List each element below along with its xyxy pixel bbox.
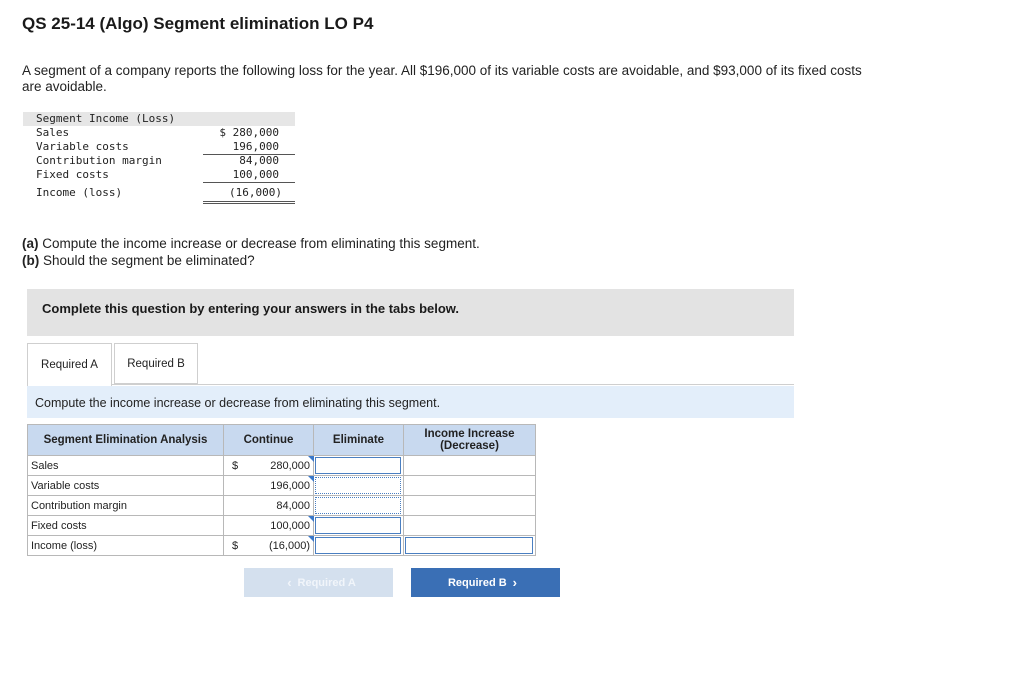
question-a-text: Compute the income increase or decrease from eliminating this segment.	[38, 236, 480, 251]
header-income-change: Income Increase (Decrease)	[404, 425, 536, 456]
continue-value: (16,000)	[247, 536, 314, 556]
row-label: Variable costs	[28, 476, 224, 496]
header-eliminate: Eliminate	[314, 425, 404, 456]
divider	[203, 182, 295, 183]
dollar-sign	[224, 496, 247, 516]
statement-row	[23, 186, 295, 200]
dollar-sign	[224, 516, 247, 536]
statement-value: $ 280,000	[219, 126, 279, 139]
eliminate-fixed-costs-input[interactable]	[315, 517, 401, 534]
income-change-input[interactable]	[405, 537, 533, 554]
table-row	[28, 516, 536, 536]
row-label: Sales	[28, 456, 224, 476]
tab-required-a[interactable]	[27, 343, 112, 386]
table-row	[28, 476, 536, 496]
eliminate-cell	[314, 536, 404, 556]
chevron-left-icon: ‹	[287, 575, 292, 590]
continue-value: 100,000	[247, 516, 314, 536]
statement-row	[23, 154, 295, 168]
continue-value: 280,000	[247, 456, 314, 476]
instruction-text: Compute the income increase or decrease from eliminating this segment.	[35, 396, 441, 410]
statement-label: Income (loss)	[36, 186, 123, 199]
eliminate-sales-input[interactable]	[315, 457, 401, 474]
eliminate-income-input[interactable]	[315, 537, 401, 554]
row-label: Income (loss)	[28, 536, 224, 556]
statement-label: Contribution margin	[36, 154, 162, 167]
dollar-sign: $	[224, 456, 247, 476]
eliminate-contribution-margin-input[interactable]	[315, 497, 401, 514]
empty-cell	[404, 516, 536, 536]
question-a	[22, 235, 480, 252]
statement-label: Fixed costs	[36, 168, 109, 181]
statement-value: 196,000	[232, 140, 279, 153]
divider	[203, 201, 295, 202]
tab-label: Required A	[41, 359, 98, 371]
header-analysis: Segment Elimination Analysis	[28, 425, 224, 456]
table-row	[28, 496, 536, 516]
continue-value: 196,000	[247, 476, 314, 496]
segment-statement	[23, 112, 295, 200]
question-b	[22, 252, 480, 269]
problem-intro: A segment of a company reports the following loss for the year. All $196,000 of its variable costs are avoidable, and $93,000 of its fixed costs are avoidable.	[22, 63, 862, 94]
banner-text: Complete this question by entering your answers in the tabs below.	[42, 301, 460, 316]
eliminate-variable-costs-input[interactable]	[315, 477, 401, 494]
dollar-sign	[224, 476, 247, 496]
divider	[203, 203, 295, 204]
instructions-banner	[27, 289, 794, 336]
eliminate-cell	[314, 496, 404, 516]
tab-divider	[111, 384, 794, 385]
statement-value: 84,000	[239, 154, 279, 167]
income-change-cell	[404, 536, 536, 556]
statement-row	[23, 126, 295, 140]
header-continue: Continue	[224, 425, 314, 456]
prev-button-label: Required A	[297, 576, 356, 589]
table-row	[28, 456, 536, 476]
tab-required-b[interactable]	[114, 343, 198, 384]
statement-label: Variable costs	[36, 140, 129, 153]
statement-row	[23, 140, 295, 154]
question-a-tag: (a)	[22, 236, 39, 251]
table-header-row	[28, 425, 536, 456]
statement-value: (16,000)	[229, 186, 282, 199]
tab-label: Required B	[127, 357, 185, 370]
statement-label: Sales	[36, 126, 70, 139]
next-button-label: Required B	[447, 576, 507, 589]
question-b-text: Should the segment be eliminated?	[39, 253, 255, 268]
statement-header-label: Segment Income (Loss)	[36, 112, 176, 125]
page-title: QS 25-14 (Algo) Segment elimination LO P4	[22, 14, 374, 33]
segment-elimination-table	[27, 424, 536, 556]
next-required-b-button[interactable]	[411, 568, 560, 597]
questions	[22, 235, 480, 269]
empty-cell	[404, 476, 536, 496]
question-b-tag: (b)	[22, 253, 40, 268]
continue-value: 84,000	[247, 496, 314, 516]
chevron-right-icon: ›	[512, 575, 518, 590]
prev-required-a-button[interactable]	[244, 568, 393, 597]
eliminate-cell	[314, 516, 404, 536]
tab-instruction	[27, 386, 794, 418]
statement-value: 100,000	[232, 168, 279, 181]
statement-header	[23, 112, 295, 126]
eliminate-cell	[314, 456, 404, 476]
empty-cell	[404, 456, 536, 476]
empty-cell	[404, 496, 536, 516]
eliminate-cell	[314, 476, 404, 496]
statement-row	[23, 168, 295, 182]
row-label: Fixed costs	[28, 516, 224, 536]
row-label: Contribution margin	[28, 496, 224, 516]
table-row	[28, 536, 536, 556]
dollar-sign: $	[224, 536, 247, 556]
